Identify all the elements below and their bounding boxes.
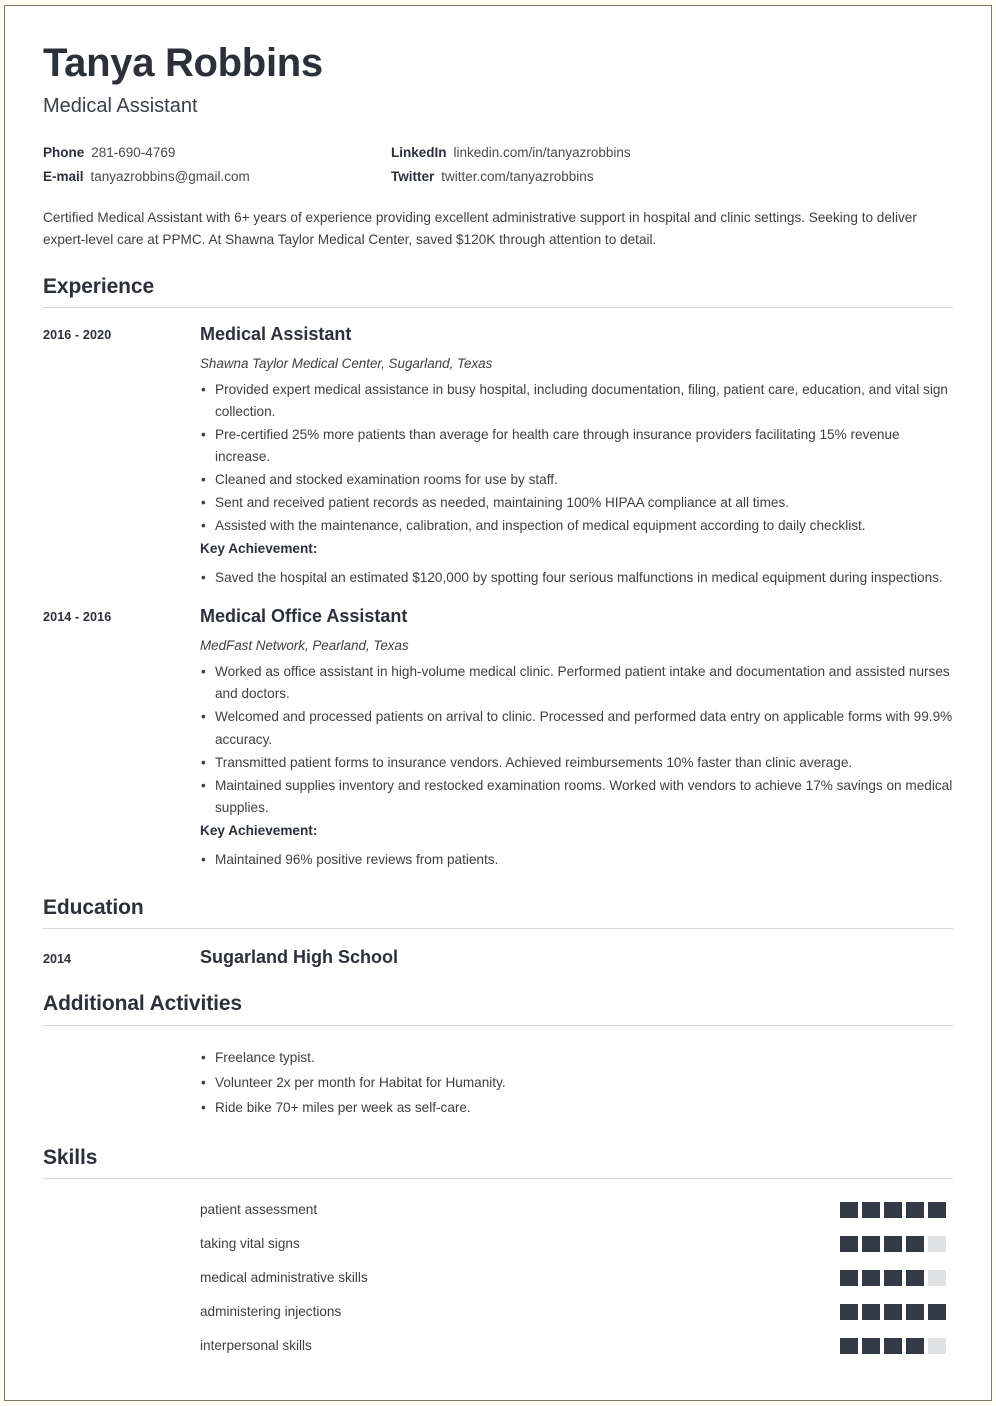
education-entry: [43, 947, 953, 969]
skill-dot-empty: [928, 1270, 946, 1286]
list-item: • Ride bike 70+ miles per week as self-care.: [200, 1097, 953, 1119]
skill-dot-filled: [884, 1270, 902, 1286]
skill-dot-filled: [862, 1202, 880, 1218]
list-item: • Maintained supplies inventory and restocked examination rooms. Worked with vendors to achieve 17% savings on medical supplies.: [200, 775, 953, 819]
page-border: [4, 5, 992, 1401]
skill-dot-filled: [862, 1270, 880, 1286]
skill-dot-filled: [906, 1304, 924, 1320]
experience-body: [200, 606, 953, 871]
list-item: • Welcomed and processed patients on arrival to clinic. Processed and performed data entry on applicable forms with 99.9% accuracy.: [200, 706, 953, 750]
contact-row: [43, 169, 953, 184]
experience-job-title: Medical Assistant: [200, 324, 352, 345]
skill-dot-filled: [884, 1236, 902, 1252]
experience-employer: MedFast Network, Pearland, Texas: [200, 638, 409, 654]
section-divider: [43, 928, 953, 929]
list-item: • Volunteer 2x per month for Habitat for Humanity.: [200, 1072, 953, 1094]
key-achievement-list: [200, 849, 953, 871]
skill-rating: [840, 1304, 953, 1320]
experience-entry: [43, 324, 953, 590]
skill-row: [43, 1261, 953, 1295]
skill-dot-filled: [884, 1202, 902, 1218]
contact-value-phone: 281-690-4769: [91, 145, 176, 160]
section-experience: [43, 274, 953, 872]
skills-list: [43, 1193, 953, 1363]
skill-dot-empty: [928, 1338, 946, 1354]
key-achievement-label: Key Achievement:: [200, 541, 318, 557]
skill-label: administering injections: [200, 1304, 342, 1320]
list-item: • Assisted with the maintenance, calibration, and inspection of medical equipment according to daily checklist.: [200, 515, 953, 537]
skill-dot-filled: [840, 1236, 858, 1252]
skill-dot-filled: [906, 1202, 924, 1218]
contact-label-linkedin: LinkedIn: [391, 145, 447, 160]
section-divider: [43, 307, 953, 308]
skill-dot-filled: [928, 1202, 946, 1218]
list-item: • Freelance typist.: [200, 1047, 953, 1069]
page-title: Tanya Robbins: [43, 41, 323, 85]
experience-bullet-list: [200, 379, 953, 537]
contact-phone: [43, 145, 391, 160]
skill-dot-filled: [906, 1236, 924, 1252]
contact-twitter: [391, 169, 594, 184]
experience-job-title: Medical Office Assistant: [200, 606, 408, 627]
skill-dot-filled: [840, 1338, 858, 1354]
contact-linkedin: [391, 145, 631, 160]
contact-details: [43, 145, 953, 184]
education-school: Sugarland High School: [200, 946, 399, 967]
skill-rating: [840, 1338, 953, 1354]
contact-value-email[interactable]: tanyazrobbins@gmail.com: [90, 169, 250, 184]
activities-bullet-list: [200, 1047, 953, 1119]
experience-employer: Shawna Taylor Medical Center, Sugarland, Texas: [200, 355, 493, 371]
skill-row: [43, 1227, 953, 1261]
skill-dot-filled: [906, 1338, 924, 1354]
professional-summary: Certified Medical Assistant with 6+ years of experience providing excellent administrative support in hospital and clinic settings. Seeking to deliver expert-level care at PPMC. At Shawna Taylor Medical Center, saved $120K through attention to detail.: [43, 210, 917, 248]
list-item: • Pre-certified 25% more patients than average for health care through insurance providers facilitating 15% revenue increase.: [200, 424, 953, 468]
activities-list: [200, 1040, 953, 1122]
skill-label: medical administrative skills: [200, 1270, 368, 1286]
key-achievement-list: [200, 567, 953, 589]
skill-dot-empty: [928, 1236, 946, 1252]
skill-row: [43, 1295, 953, 1329]
contact-email: [43, 169, 391, 184]
experience-body: [200, 324, 953, 590]
experience-dates: 2016 - 2020: [43, 328, 112, 343]
experience-bullet-list: [200, 661, 953, 818]
section-divider: [43, 1178, 953, 1179]
education-dates: 2014: [43, 951, 72, 966]
skill-dot-filled: [862, 1236, 880, 1252]
resume-page: [5, 6, 991, 1400]
skill-dot-filled: [884, 1338, 902, 1354]
skill-dot-filled: [840, 1202, 858, 1218]
skill-dot-filled: [840, 1304, 858, 1320]
section-heading-experience: Experience: [43, 275, 155, 299]
activities-wrapper: [43, 1040, 953, 1122]
list-item: • Cleaned and stocked examination rooms for use by staff.: [200, 469, 953, 491]
contact-row: [43, 145, 953, 160]
contact-value-twitter[interactable]: twitter.com/tanyazrobbins: [441, 169, 594, 184]
skill-row: [43, 1193, 953, 1227]
job-title: Medical Assistant: [43, 95, 198, 117]
list-item: • Worked as office assistant in high-volume medical clinic. Performed patient intake and documentation and assisted nurses and doctors.: [200, 661, 953, 705]
skill-dot-filled: [928, 1304, 946, 1320]
contact-label-twitter: Twitter: [391, 169, 435, 184]
skill-dot-filled: [862, 1304, 880, 1320]
skill-label: taking vital signs: [200, 1236, 300, 1252]
contact-label-email: E-mail: [43, 169, 84, 184]
skill-label: interpersonal skills: [200, 1338, 312, 1354]
skill-dot-filled: [884, 1304, 902, 1320]
list-item: • Maintained 96% positive reviews from patients.: [200, 849, 953, 871]
resume-header: [43, 6, 953, 251]
list-item: • Saved the hospital an estimated $120,000 by spotting four serious malfunctions in medical equipment during inspections.: [200, 567, 953, 589]
contact-label-phone: Phone: [43, 145, 85, 160]
activities-gutter: [43, 1040, 200, 1122]
skill-rating: [840, 1270, 953, 1286]
list-item: • Transmitted patient forms to insurance vendors. Achieved reimbursements 10% faster than clinic average.: [200, 752, 953, 774]
contact-value-linkedin[interactable]: linkedin.com/in/tanyazrobbins: [453, 145, 631, 160]
key-achievement-label: Key Achievement:: [200, 822, 318, 838]
section-divider: [43, 1025, 953, 1026]
section-skills: [43, 1145, 953, 1363]
section-education: [43, 895, 953, 969]
section-heading-activities: Additional Activities: [43, 992, 242, 1016]
experience-dates: 2014 - 2016: [43, 610, 112, 625]
skill-rating: [840, 1236, 953, 1252]
skill-row: [43, 1329, 953, 1363]
list-item: • Provided expert medical assistance in busy hospital, including documentation, filing, patient care, education, and vital sign collection.: [200, 379, 953, 423]
skill-dot-filled: [906, 1270, 924, 1286]
list-item: • Sent and received patient records as needed, maintaining 100% HIPAA compliance at all times.: [200, 492, 953, 514]
section-heading-skills: Skills: [43, 1145, 98, 1169]
skill-dot-filled: [840, 1270, 858, 1286]
experience-entry: [43, 606, 953, 871]
section-heading-education: Education: [43, 895, 144, 919]
skill-label: patient assessment: [200, 1202, 318, 1218]
skill-dot-filled: [862, 1338, 880, 1354]
skill-rating: [840, 1202, 953, 1218]
section-additional-activities: [43, 991, 953, 1121]
